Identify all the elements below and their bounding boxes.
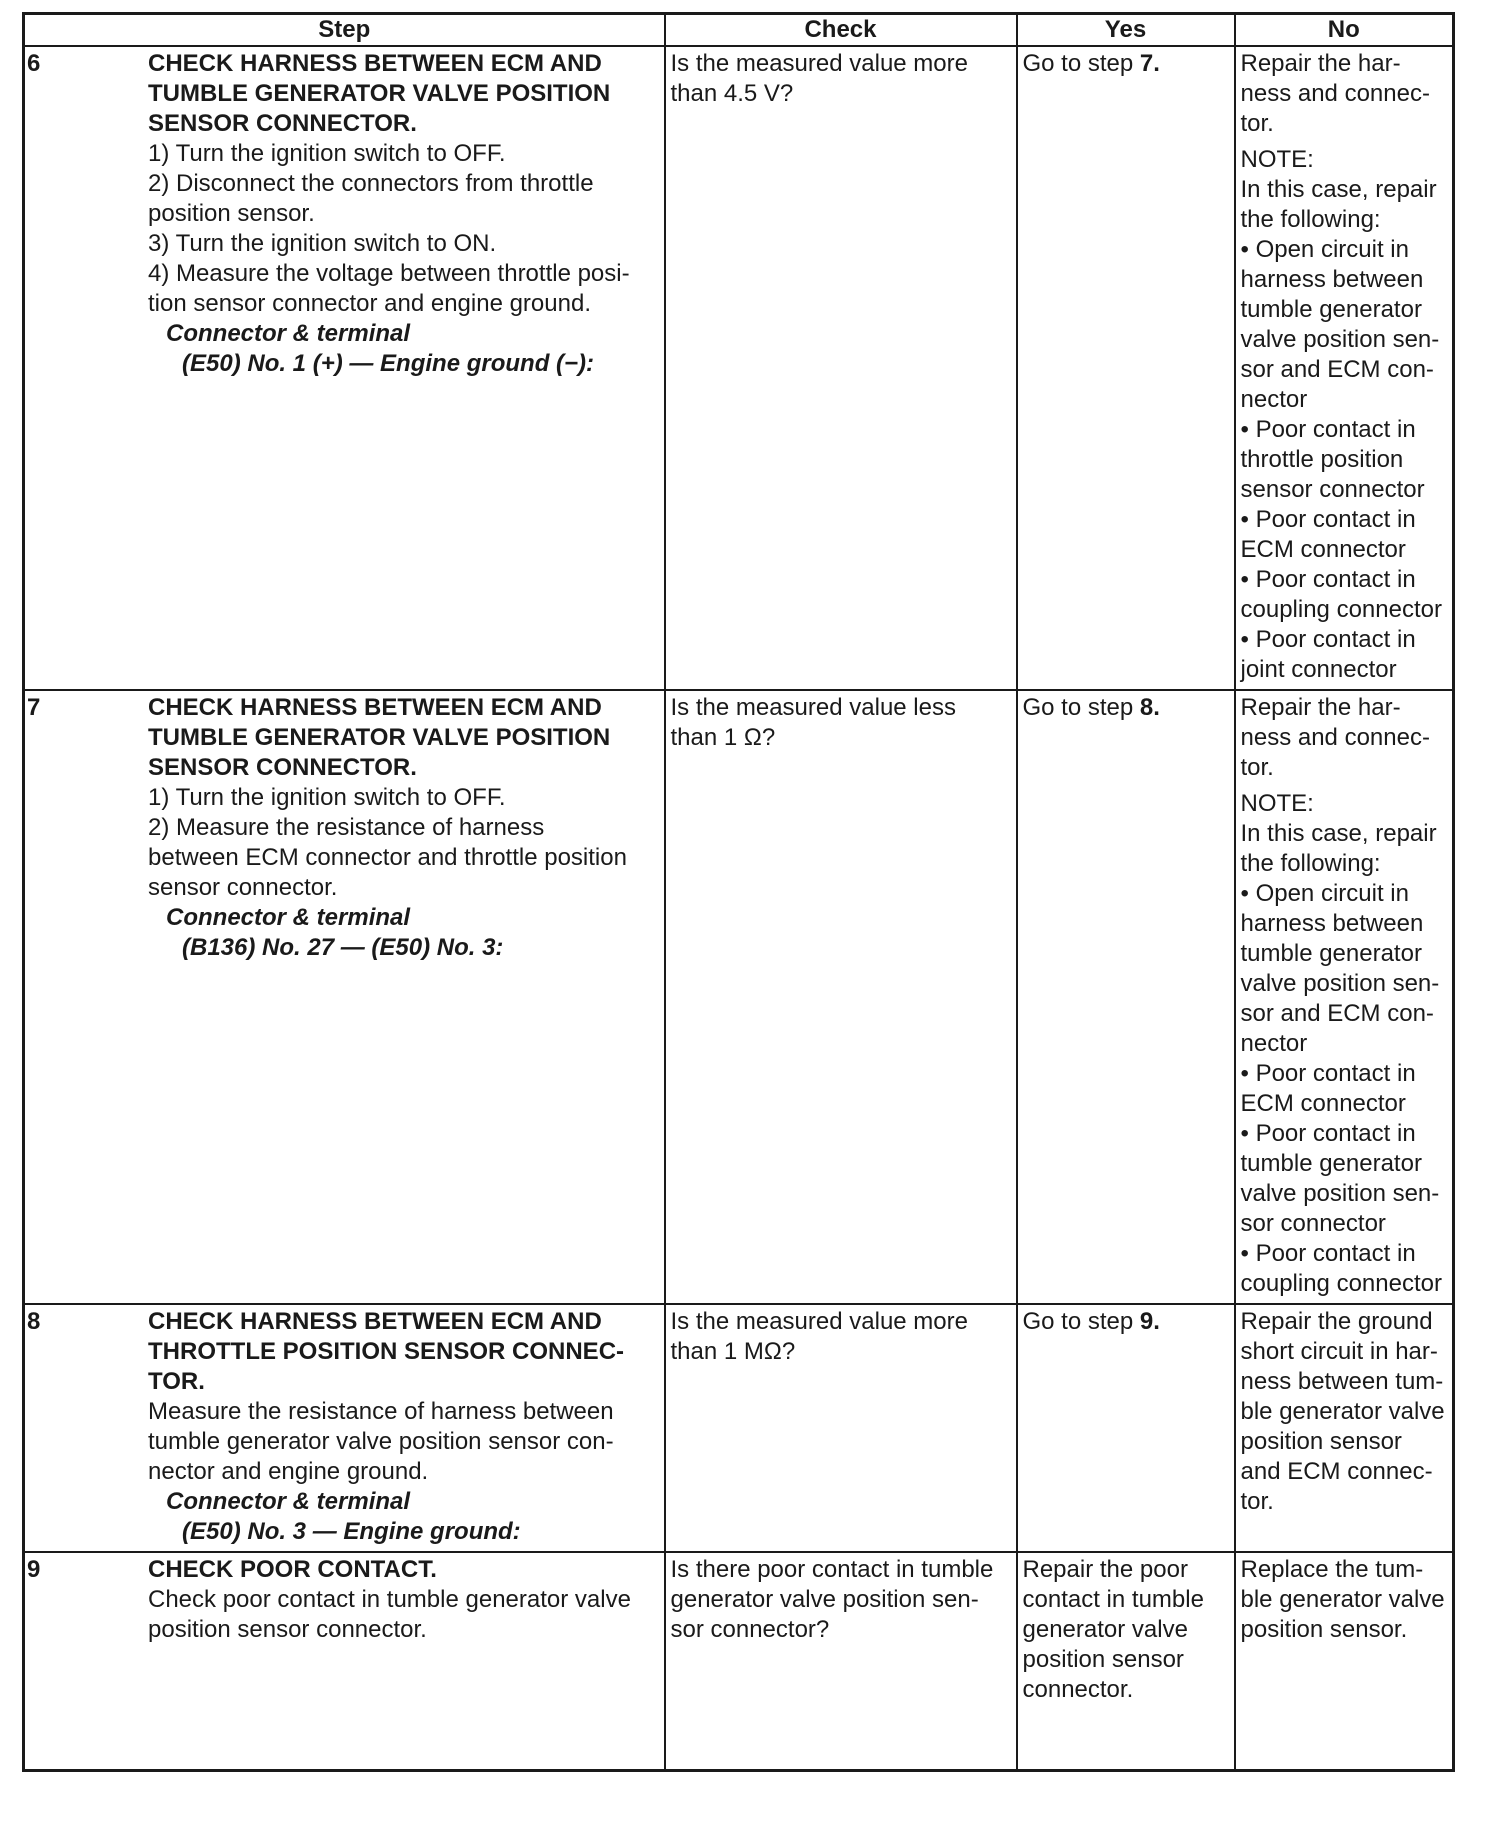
no-cell <box>1235 1552 1454 1770</box>
check-cell <box>665 1552 1017 1770</box>
yes-text: Repair the poor <box>1022 1556 1188 1583</box>
step-title: TOR. <box>148 1368 205 1395</box>
table-row <box>24 1304 1454 1552</box>
no-text: ness between tum- <box>1240 1368 1444 1395</box>
step-cell <box>24 1552 665 1770</box>
note-text: the following: <box>1240 206 1381 233</box>
check-cell <box>665 46 1017 690</box>
yes-text: Go to step <box>1022 50 1140 77</box>
yes-step-ref: 7. <box>1139 50 1160 77</box>
note-text: sor and ECM con- <box>1240 1000 1434 1027</box>
no-cell <box>1235 690 1454 1304</box>
note-text: throttle position <box>1240 446 1404 473</box>
step-title: THROTTLE POSITION SENSOR CONNEC- <box>148 1338 625 1365</box>
no-text: Repair the har- <box>1240 50 1401 77</box>
step-instruction: 2) Disconnect the connectors from throttle <box>148 170 594 197</box>
note-text: • Poor contact in <box>1240 416 1416 443</box>
yes-cell <box>1017 46 1235 690</box>
no-text: ble generator valve <box>1240 1586 1445 1613</box>
note-text: • Poor contact in <box>1240 566 1416 593</box>
check-text: sor connector? <box>670 1616 830 1643</box>
note-text: sor and ECM con- <box>1240 356 1434 383</box>
header-step: Step <box>24 14 665 47</box>
no-cell <box>1235 46 1454 690</box>
check-text: generator valve position sen- <box>670 1586 979 1613</box>
note-text: • Open circuit in <box>1240 880 1409 907</box>
step-instruction: 1) Turn the ignition switch to OFF. <box>148 140 506 167</box>
no-text: position sensor. <box>1240 1616 1408 1643</box>
check-cell <box>665 1304 1017 1552</box>
no-text: Replace the tum- <box>1240 1556 1424 1583</box>
step-title: CHECK HARNESS BETWEEN ECM AND <box>148 694 602 721</box>
check-text: than 4.5 V? <box>670 80 794 107</box>
connector-terminal-label: Connector & terminal <box>166 1488 411 1515</box>
connector-terminal-value: (E50) No. 1 (+) — Engine ground (−): <box>182 350 595 377</box>
table-row <box>24 46 1454 690</box>
note-text: • Poor contact in <box>1240 1060 1416 1087</box>
note-text: nector <box>1240 1030 1308 1057</box>
step-title: TUMBLE GENERATOR VALVE POSITION <box>148 80 611 107</box>
header-check: Check <box>665 14 1017 47</box>
step-title: SENSOR CONNECTOR. <box>148 110 417 137</box>
no-text: Repair the har- <box>1240 694 1401 721</box>
yes-step-ref: 9. <box>1139 1308 1160 1335</box>
check-text: than 1 Ω? <box>670 724 776 751</box>
step-instruction: sensor connector. <box>148 874 338 901</box>
note-text: ECM connector <box>1240 536 1406 563</box>
note-text: valve position sen- <box>1240 326 1440 353</box>
step-title: CHECK HARNESS BETWEEN ECM AND <box>148 50 602 77</box>
no-text: tor. <box>1240 110 1274 137</box>
yes-text: generator valve <box>1022 1616 1188 1643</box>
note-text: • Poor contact in <box>1240 1240 1416 1267</box>
step-number: 7 <box>27 694 41 721</box>
note-text: valve position sen- <box>1240 970 1440 997</box>
note-text: sensor connector <box>1240 476 1425 503</box>
note-text: the following: <box>1240 850 1381 877</box>
note-text: In this case, repair <box>1240 176 1437 203</box>
step-number: 9 <box>27 1556 41 1583</box>
no-text: Repair the ground <box>1240 1308 1433 1335</box>
no-text: position sensor <box>1240 1428 1402 1455</box>
step-number: 6 <box>27 50 41 77</box>
step-title: TUMBLE GENERATOR VALVE POSITION <box>148 724 611 751</box>
note-text: tumble generator <box>1240 1150 1422 1177</box>
step-instruction: 2) Measure the resistance of harness <box>148 814 545 841</box>
note-text: harness between <box>1240 266 1424 293</box>
step-instruction: position sensor. <box>148 200 315 227</box>
step-instruction: between ECM connector and throttle position <box>148 844 627 871</box>
step-instruction: tumble generator valve position sensor con- <box>148 1428 614 1455</box>
diagnostic-table <box>22 12 1455 1772</box>
step-instruction: 1) Turn the ignition switch to OFF. <box>148 784 506 811</box>
step-instruction: tion sensor connector and engine ground. <box>148 290 591 317</box>
step-instruction: position sensor connector. <box>148 1616 427 1643</box>
step-cell <box>24 1304 665 1552</box>
note-text: • Poor contact in <box>1240 626 1416 653</box>
no-text: tor. <box>1240 754 1274 781</box>
note-text: nector <box>1240 386 1308 413</box>
check-text: than 1 MΩ? <box>670 1338 796 1365</box>
step-cell <box>24 690 665 1304</box>
note-text: NOTE: <box>1240 790 1314 817</box>
step-title: CHECK POOR CONTACT. <box>148 1556 437 1583</box>
note-text: tumble generator <box>1240 296 1422 323</box>
yes-text: position sensor <box>1022 1646 1184 1673</box>
note-text: NOTE: <box>1240 146 1314 173</box>
yes-text: connector. <box>1022 1676 1134 1703</box>
note-text: coupling connector <box>1240 1270 1442 1297</box>
no-cell <box>1235 1304 1454 1552</box>
header-yes: Yes <box>1017 14 1235 47</box>
check-text: Is the measured value more <box>670 1308 968 1335</box>
no-text: tor. <box>1240 1488 1274 1515</box>
check-cell <box>665 690 1017 1304</box>
note-text: • Poor contact in <box>1240 1120 1416 1147</box>
check-text: Is there poor contact in tumble <box>670 1556 994 1583</box>
no-text: ness and connec- <box>1240 80 1430 107</box>
note-text: • Poor contact in <box>1240 506 1416 533</box>
connector-terminal-value: (B136) No. 27 — (E50) No. 3: <box>182 934 504 961</box>
yes-cell <box>1017 1552 1235 1770</box>
note-text: joint connector <box>1240 656 1397 683</box>
step-instruction: 3) Turn the ignition switch to ON. <box>148 230 497 257</box>
connector-terminal-value: (E50) No. 3 — Engine ground: <box>182 1518 521 1545</box>
note-text: ECM connector <box>1240 1090 1406 1117</box>
yes-step-ref: 8. <box>1139 694 1160 721</box>
header-no: No <box>1235 14 1454 47</box>
note-text: In this case, repair <box>1240 820 1437 847</box>
step-title: CHECK HARNESS BETWEEN ECM AND <box>148 1308 602 1335</box>
note-text: tumble generator <box>1240 940 1422 967</box>
note-text: valve position sen- <box>1240 1180 1440 1207</box>
step-number: 8 <box>27 1308 41 1335</box>
yes-cell <box>1017 690 1235 1304</box>
step-title: SENSOR CONNECTOR. <box>148 754 417 781</box>
check-text: Is the measured value more <box>670 50 968 77</box>
no-text: short circuit in har- <box>1240 1338 1438 1365</box>
yes-text: Go to step <box>1022 694 1140 721</box>
no-text: ble generator valve <box>1240 1398 1445 1425</box>
note-text: • Open circuit in <box>1240 236 1409 263</box>
step-instruction: Check poor contact in tumble generator valve <box>148 1586 631 1613</box>
step-instruction: 4) Measure the voltage between throttle posi- <box>148 260 630 287</box>
table-row <box>24 1552 1454 1770</box>
note-text: harness between <box>1240 910 1424 937</box>
table-row <box>24 690 1454 1304</box>
yes-text: contact in tumble <box>1022 1586 1204 1613</box>
header-row <box>24 14 1454 47</box>
connector-terminal-label: Connector & terminal <box>166 904 411 931</box>
check-text: Is the measured value less <box>670 694 956 721</box>
yes-cell <box>1017 1304 1235 1552</box>
note-text: coupling connector <box>1240 596 1442 623</box>
step-cell <box>24 46 665 690</box>
step-instruction: Measure the resistance of harness between <box>148 1398 614 1425</box>
yes-text: Go to step <box>1022 1308 1140 1335</box>
step-instruction: nector and engine ground. <box>148 1458 429 1485</box>
connector-terminal-label: Connector & terminal <box>166 320 411 347</box>
no-text: ness and connec- <box>1240 724 1430 751</box>
note-text: sor connector <box>1240 1210 1386 1237</box>
no-text: and ECM connec- <box>1240 1458 1433 1485</box>
